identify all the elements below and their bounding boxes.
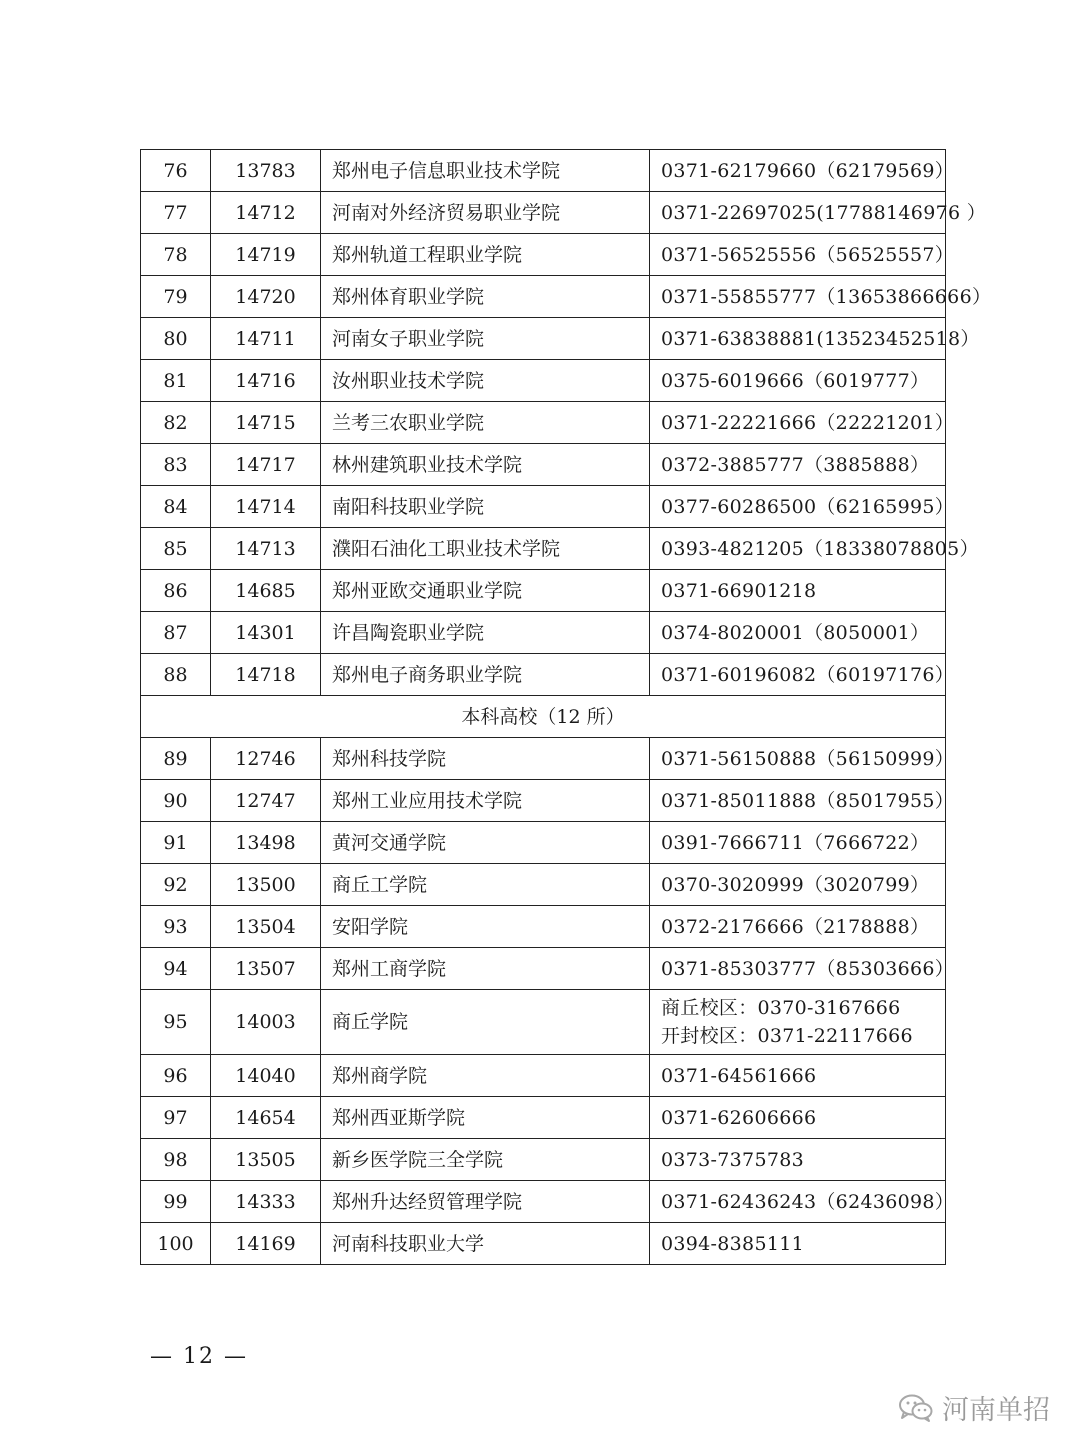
wechat-watermark bbox=[898, 1388, 1050, 1427]
contact-phone: 0375-6019666（6019777） bbox=[650, 360, 946, 402]
wechat-icon bbox=[898, 1393, 934, 1423]
row-number: 77 bbox=[141, 192, 211, 234]
school-code: 13504 bbox=[211, 906, 321, 948]
contact-phone: 0394-8385111 bbox=[650, 1223, 946, 1265]
school-code: 14301 bbox=[211, 612, 321, 654]
school-name: 许昌陶瓷职业学院 bbox=[321, 612, 650, 654]
row-number: 94 bbox=[141, 948, 211, 990]
school-code: 13783 bbox=[211, 150, 321, 192]
table-row bbox=[141, 570, 946, 612]
row-number: 96 bbox=[141, 1055, 211, 1097]
table-row bbox=[141, 1139, 946, 1181]
contact-phone: 0371-62436243（62436098） bbox=[650, 1181, 946, 1223]
row-number: 78 bbox=[141, 234, 211, 276]
table-row bbox=[141, 948, 946, 990]
table-body bbox=[141, 150, 992, 1265]
contact-phone: 0377-60286500（62165995） bbox=[650, 486, 946, 528]
contact-phone: 0371-56150888（56150999） bbox=[650, 738, 946, 780]
school-code: 14711 bbox=[211, 318, 321, 360]
school-name: 郑州科技学院 bbox=[321, 738, 650, 780]
school-name: 林州建筑职业技术学院 bbox=[321, 444, 650, 486]
school-name: 河南科技职业大学 bbox=[321, 1223, 650, 1265]
table-row bbox=[141, 360, 946, 402]
watermark-text: 河南单招 bbox=[942, 1395, 1050, 1426]
school-name: 河南对外经济贸易职业学院 bbox=[321, 192, 650, 234]
contact-phone-cell bbox=[650, 990, 946, 1055]
row-number: 87 bbox=[141, 612, 211, 654]
school-name: 商丘工学院 bbox=[321, 864, 650, 906]
section-header-row bbox=[141, 696, 946, 738]
contact-phone: 0391-7666711（7666722） bbox=[650, 822, 946, 864]
school-name: 濮阳石油化工职业技术学院 bbox=[321, 528, 650, 570]
table-row bbox=[141, 486, 946, 528]
contact-phone: 0372-2176666（2178888） bbox=[650, 906, 946, 948]
page-number: — 12 — bbox=[150, 1344, 248, 1369]
row-number: 82 bbox=[141, 402, 211, 444]
contact-phone: 0370-3020999（3020799） bbox=[650, 864, 946, 906]
table-row bbox=[141, 1097, 946, 1139]
row-number: 98 bbox=[141, 1139, 211, 1181]
school-code: 13498 bbox=[211, 822, 321, 864]
row-number: 100 bbox=[141, 1223, 211, 1265]
school-code: 14718 bbox=[211, 654, 321, 696]
school-name: 黄河交通学院 bbox=[321, 822, 650, 864]
contact-phone: 0371-64561666 bbox=[650, 1055, 946, 1097]
school-code: 14654 bbox=[211, 1097, 321, 1139]
school-name: 郑州工业应用技术学院 bbox=[321, 780, 650, 822]
school-code: 14713 bbox=[211, 528, 321, 570]
contact-phone: 0371-62606666 bbox=[650, 1097, 946, 1139]
contact-phone: 0371-63838881(13523452518） bbox=[650, 318, 946, 360]
table-row bbox=[141, 906, 946, 948]
contact-phone: 0371-85303777（85303666） bbox=[650, 948, 946, 990]
school-code: 14716 bbox=[211, 360, 321, 402]
table-row bbox=[141, 402, 946, 444]
table-row bbox=[141, 1055, 946, 1097]
campus-phone-kaifeng: 开封校区：0371-22117666 bbox=[661, 1025, 913, 1047]
table-row bbox=[141, 150, 946, 192]
table-row bbox=[141, 1223, 946, 1265]
school-name: 郑州西亚斯学院 bbox=[321, 1097, 650, 1139]
table-row bbox=[141, 654, 946, 696]
contact-phone: 0371-60196082（60197176） bbox=[650, 654, 946, 696]
row-number: 99 bbox=[141, 1181, 211, 1223]
row-number: 89 bbox=[141, 738, 211, 780]
row-number: 76 bbox=[141, 150, 211, 192]
school-name: 郑州商学院 bbox=[321, 1055, 650, 1097]
table-row bbox=[141, 444, 946, 486]
school-code: 14333 bbox=[211, 1181, 321, 1223]
school-name: 新乡医学院三全学院 bbox=[321, 1139, 650, 1181]
table-row bbox=[141, 738, 946, 780]
school-code: 14720 bbox=[211, 276, 321, 318]
school-name: 汝州职业技术学院 bbox=[321, 360, 650, 402]
row-number: 90 bbox=[141, 780, 211, 822]
school-name: 郑州电子信息职业技术学院 bbox=[321, 150, 650, 192]
school-code: 13507 bbox=[211, 948, 321, 990]
row-number: 81 bbox=[141, 360, 211, 402]
table-row bbox=[141, 612, 946, 654]
contact-phone: 0372-3885777（3885888） bbox=[650, 444, 946, 486]
school-code: 14169 bbox=[211, 1223, 321, 1265]
school-name: 南阳科技职业学院 bbox=[321, 486, 650, 528]
table-row bbox=[141, 528, 946, 570]
school-code: 12747 bbox=[211, 780, 321, 822]
school-code: 13500 bbox=[211, 864, 321, 906]
row-number: 95 bbox=[141, 990, 211, 1055]
contact-phone: 0393-4821205（18338078805） bbox=[650, 528, 946, 570]
table-row bbox=[141, 864, 946, 906]
contact-phone: 0371-62179660（62179569） bbox=[650, 150, 946, 192]
contact-phone: 0371-66901218 bbox=[650, 570, 946, 612]
row-number: 93 bbox=[141, 906, 211, 948]
school-code: 12746 bbox=[211, 738, 321, 780]
table-row bbox=[141, 780, 946, 822]
table-row bbox=[141, 276, 946, 318]
school-code: 14003 bbox=[211, 990, 321, 1055]
school-name: 兰考三农职业学院 bbox=[321, 402, 650, 444]
school-name: 郑州工商学院 bbox=[321, 948, 650, 990]
contact-phone: 0374-8020001（8050001） bbox=[650, 612, 946, 654]
school-code: 13505 bbox=[211, 1139, 321, 1181]
school-contact-table bbox=[140, 149, 992, 1265]
row-number: 86 bbox=[141, 570, 211, 612]
contact-phone: 0371-22697025(17788146976 ） bbox=[650, 192, 946, 234]
campus-phone-shangqiu: 商丘校区：0370-3167666 bbox=[661, 997, 901, 1019]
contact-phone: 0371-85011888（85017955） bbox=[650, 780, 946, 822]
table-row bbox=[141, 990, 946, 1055]
school-name: 郑州亚欧交通职业学院 bbox=[321, 570, 650, 612]
school-code: 14040 bbox=[211, 1055, 321, 1097]
school-name: 商丘学院 bbox=[321, 990, 650, 1055]
contact-phone: 0371-55855777（13653866666） bbox=[650, 276, 946, 318]
row-number: 79 bbox=[141, 276, 211, 318]
table-row bbox=[141, 318, 946, 360]
contact-phone: 0373-7375783 bbox=[650, 1139, 946, 1181]
table-row bbox=[141, 822, 946, 864]
table-row bbox=[141, 1181, 946, 1223]
row-number: 84 bbox=[141, 486, 211, 528]
school-code: 14719 bbox=[211, 234, 321, 276]
row-number: 80 bbox=[141, 318, 211, 360]
row-number: 92 bbox=[141, 864, 211, 906]
row-number: 88 bbox=[141, 654, 211, 696]
school-code: 14712 bbox=[211, 192, 321, 234]
school-code: 14714 bbox=[211, 486, 321, 528]
contact-phone: 0371-56525556（56525557） bbox=[650, 234, 946, 276]
contact-phone: 0371-22221666（22221201） bbox=[650, 402, 946, 444]
school-name: 河南女子职业学院 bbox=[321, 318, 650, 360]
table-row bbox=[141, 234, 946, 276]
school-name: 安阳学院 bbox=[321, 906, 650, 948]
row-number: 83 bbox=[141, 444, 211, 486]
school-code: 14717 bbox=[211, 444, 321, 486]
school-name: 郑州升达经贸管理学院 bbox=[321, 1181, 650, 1223]
row-number: 85 bbox=[141, 528, 211, 570]
table-row bbox=[141, 192, 946, 234]
school-code: 14685 bbox=[211, 570, 321, 612]
school-name: 郑州电子商务职业学院 bbox=[321, 654, 650, 696]
school-name: 郑州轨道工程职业学院 bbox=[321, 234, 650, 276]
row-number: 91 bbox=[141, 822, 211, 864]
school-code: 14715 bbox=[211, 402, 321, 444]
section-title: 本科高校（12 所） bbox=[141, 696, 946, 738]
school-name: 郑州体育职业学院 bbox=[321, 276, 650, 318]
row-number: 97 bbox=[141, 1097, 211, 1139]
